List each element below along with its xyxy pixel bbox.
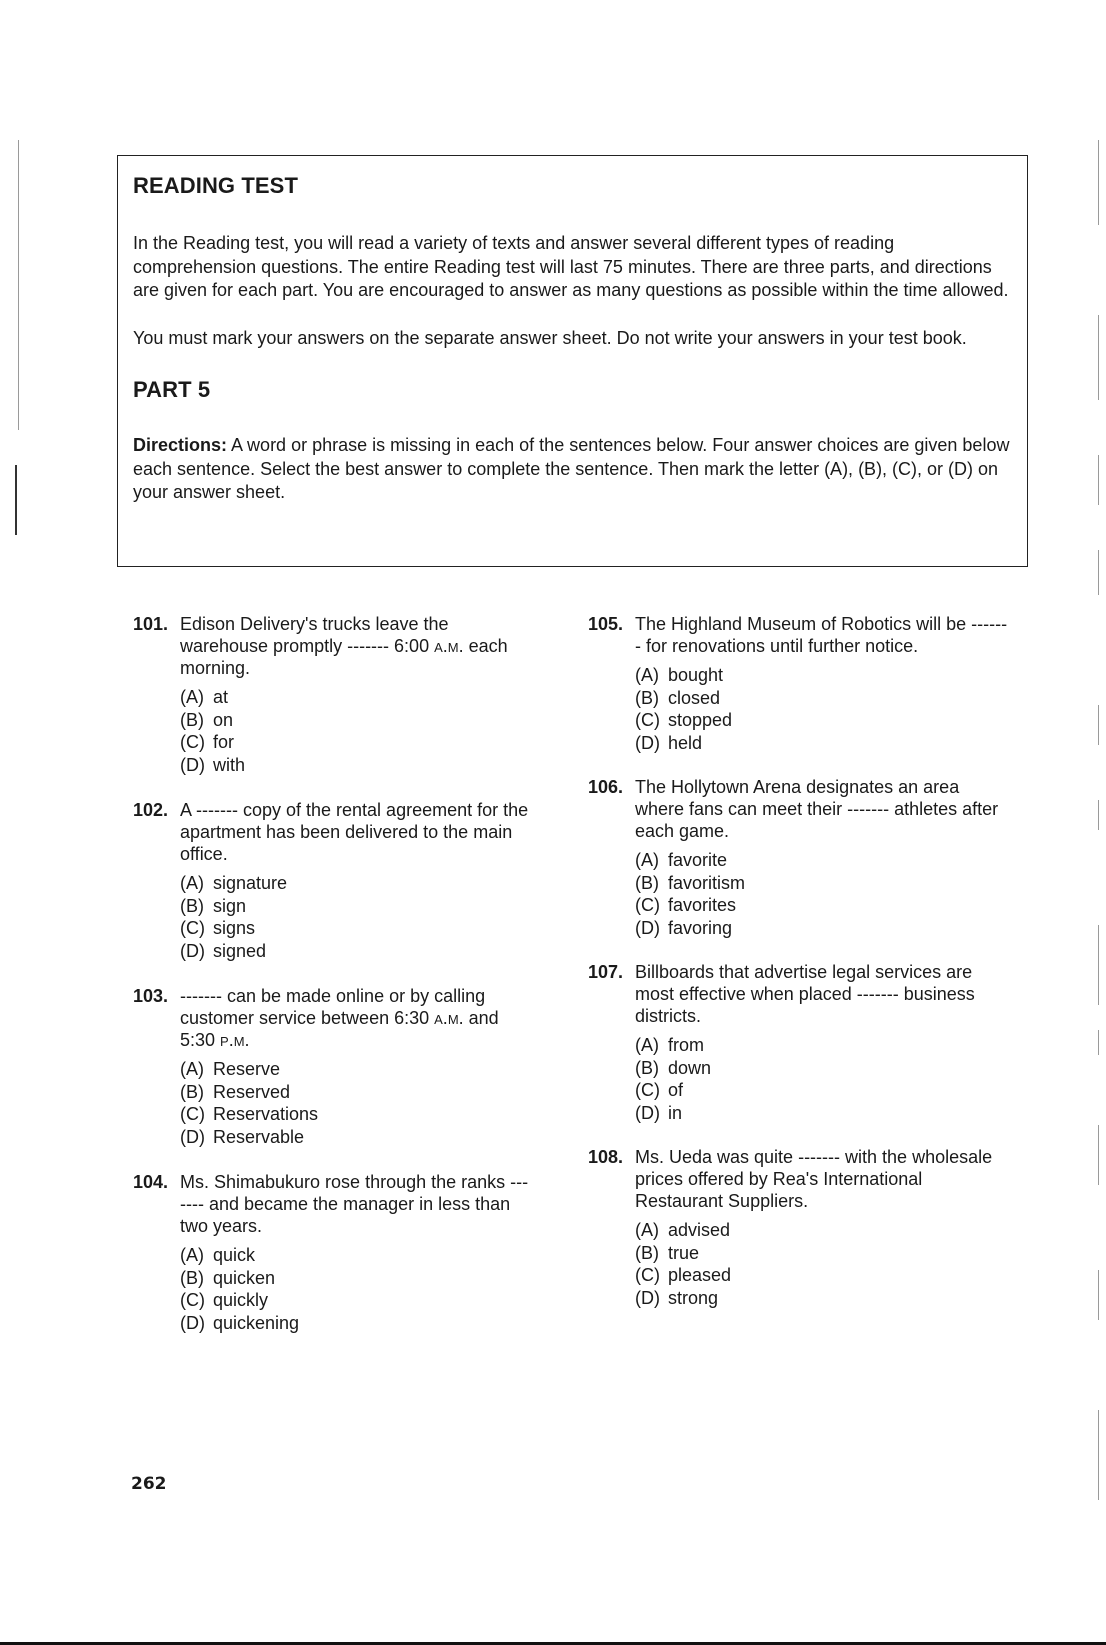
option-text: favorites (668, 895, 737, 915)
option-text: for (213, 732, 235, 752)
option-letter: (A) (635, 850, 659, 870)
question-item (588, 613, 1008, 754)
answer-option[interactable] (635, 849, 1008, 872)
option-letter: (A) (180, 873, 204, 893)
option-text: favoritism (668, 872, 746, 893)
time-period: a.m. (434, 636, 464, 656)
answer-option[interactable] (180, 1126, 533, 1149)
option-letter: (A) (635, 665, 659, 685)
question-item (133, 613, 533, 776)
question-text: Ms. Shimabukuro rose through the ranks ------- and became the manager in less than two years. (180, 1172, 529, 1236)
answer-option[interactable] (180, 1312, 533, 1335)
answer-option[interactable] (635, 917, 1008, 940)
answer-option[interactable] (180, 895, 533, 918)
question-item (588, 776, 1008, 939)
option-letter: (C) (635, 895, 660, 915)
option-text: quick (213, 1245, 256, 1265)
scan-artifact-line (15, 465, 17, 535)
option-letter: (B) (635, 1242, 659, 1263)
option-text: favoring (668, 917, 733, 938)
scan-artifact-line (1098, 1125, 1099, 1185)
question-text: Billboards that advertise legal services are most effective when placed ------- business districts. (635, 962, 975, 1026)
scan-artifact-line (1098, 925, 1099, 1005)
option-text: quicken (213, 1267, 276, 1288)
option-text: pleased (668, 1265, 732, 1285)
option-text: of (668, 1080, 684, 1100)
directions-paragraph (133, 434, 1015, 505)
answer-option[interactable] (180, 1244, 533, 1267)
question-text: ------- can be made online or by calling customer service between 6:30 a.m. and 5:30 p.m. (180, 986, 499, 1050)
question-number: 101. (133, 614, 169, 634)
option-letter: (C) (180, 1290, 205, 1310)
option-letter: (A) (635, 1035, 659, 1055)
answer-option[interactable] (180, 917, 533, 940)
answer-option[interactable] (635, 872, 1008, 895)
questions-right-column (588, 613, 1008, 1309)
scan-artifact-line (1098, 315, 1099, 400)
answer-options (180, 686, 533, 776)
answer-option[interactable] (635, 1057, 1008, 1080)
option-text: quickly (213, 1290, 269, 1310)
question-text: The Hollytown Arena designates an area where fans can meet their ------- athletes after each game. (635, 777, 999, 841)
question-number: 104. (133, 1172, 169, 1192)
option-letter: (A) (180, 687, 204, 707)
option-text: Reserved (213, 1081, 291, 1102)
answer-option[interactable] (635, 687, 1008, 710)
option-letter: (B) (635, 872, 659, 893)
option-letter: (C) (635, 1265, 660, 1285)
option-text: Reserve (213, 1059, 281, 1079)
option-letter: (A) (635, 1220, 659, 1240)
answer-options (635, 849, 1008, 939)
question-item (133, 799, 533, 962)
instructions-box (117, 155, 1028, 567)
time-period: p.m. (220, 1030, 250, 1050)
answer-options (635, 1219, 1008, 1309)
scan-artifact-line (1098, 1030, 1099, 1055)
question-number: 102. (133, 800, 169, 820)
option-text: from (668, 1035, 704, 1055)
answer-option[interactable] (635, 1034, 1008, 1057)
option-letter: (A) (180, 1059, 204, 1079)
answer-option[interactable] (180, 709, 533, 732)
option-letter: (B) (635, 687, 659, 708)
option-letter: (D) (180, 940, 205, 961)
option-text: true (668, 1242, 700, 1263)
option-letter: (A) (180, 1245, 204, 1265)
answer-option[interactable] (180, 872, 533, 895)
option-text: in (668, 1102, 683, 1123)
option-letter: (B) (180, 895, 204, 916)
directions-text: A word or phrase is missing in each of the sentences below. Four answer choices are given below each sentence. Select the best answer to complete the sentence. Then mark the letter (A), (B), (C), or (D) on your answer sheet. (133, 435, 1010, 502)
answer-option[interactable] (635, 1242, 1008, 1265)
option-text: quickening (213, 1312, 300, 1333)
answer-option[interactable] (180, 686, 533, 709)
option-text: stopped (668, 710, 733, 730)
option-letter: (C) (635, 710, 660, 730)
option-letter: (D) (635, 732, 660, 753)
option-letter: (D) (635, 917, 660, 938)
answer-option[interactable] (635, 1102, 1008, 1125)
answer-options (180, 872, 533, 962)
option-letter: (D) (635, 1287, 660, 1308)
option-text: down (668, 1057, 712, 1078)
option-text: signature (213, 873, 288, 893)
option-letter: (B) (180, 1267, 204, 1288)
scan-artifact-line (1098, 140, 1099, 225)
option-text: held (668, 732, 703, 753)
answer-options (180, 1244, 533, 1334)
option-text: bought (668, 665, 724, 685)
question-text: Edison Delivery's trucks leave the warehouse promptly ------- 6:00 a.m. each morning. (180, 614, 508, 678)
answer-option[interactable] (635, 1079, 1008, 1102)
option-text: at (213, 687, 229, 707)
option-letter: (C) (180, 732, 205, 752)
scan-artifact-line (1098, 1410, 1099, 1500)
answer-option[interactable] (180, 754, 533, 777)
option-text: strong (668, 1287, 719, 1308)
answer-option[interactable] (635, 709, 1008, 732)
option-letter: (B) (180, 709, 204, 730)
option-text: signs (213, 918, 256, 938)
option-letter: (B) (180, 1081, 204, 1102)
question-item (588, 1146, 1008, 1309)
answer-option[interactable] (635, 732, 1008, 755)
option-text: Reservable (213, 1126, 305, 1147)
time-period: a.m. (434, 1008, 464, 1028)
question-item (133, 1171, 533, 1334)
question-number: 106. (588, 777, 624, 797)
answer-options (635, 1034, 1008, 1124)
option-letter: (D) (180, 1126, 205, 1147)
question-item (133, 985, 533, 1148)
answer-option[interactable] (180, 1081, 533, 1104)
question-number: 103. (133, 986, 169, 1006)
question-number: 107. (588, 962, 624, 982)
question-number: 105. (588, 614, 624, 634)
scan-artifact-line (18, 140, 19, 430)
option-text: advised (668, 1220, 731, 1240)
page-number: 262 (131, 1474, 167, 1494)
question-text: The Highland Museum of Robotics will be ------- for renovations until further notice. (635, 614, 1008, 656)
answer-option[interactable] (635, 1264, 1008, 1287)
part-title: PART 5 (133, 377, 211, 402)
answer-option[interactable] (635, 664, 1008, 687)
answer-option[interactable] (635, 894, 1008, 917)
answer-option[interactable] (635, 1219, 1008, 1242)
option-letter: (C) (635, 1080, 660, 1100)
option-text: closed (668, 687, 721, 708)
reading-test-title: READING TEST (133, 173, 298, 198)
question-item (588, 961, 1008, 1124)
option-text: signed (213, 940, 267, 961)
questions-left-column (133, 613, 533, 1334)
scan-artifact-line (1098, 455, 1099, 505)
scan-artifact-line (1098, 800, 1099, 830)
answer-option[interactable] (635, 1287, 1008, 1310)
option-text: on (213, 709, 234, 730)
answer-sheet-paragraph: You must mark your answers on the separate answer sheet. Do not write your answers in your test book. (133, 327, 967, 348)
question-text: Ms. Ueda was quite ------- with the wholesale prices offered by Rea's International Restaurant Suppliers. (635, 1147, 993, 1211)
option-letter: (C) (180, 1104, 205, 1124)
answer-option[interactable] (180, 1103, 533, 1126)
answer-options (635, 664, 1008, 754)
option-letter: (D) (635, 1102, 660, 1123)
option-text: with (213, 754, 246, 775)
instructions-paragraph: In the Reading test, you will read a variety of texts and answer several different types of reading comprehension questions. The entire Reading test will last 75 minutes. There are three parts, and directions are given for each part. You are encouraged to answer as many questions as possible within the time allowed. (133, 233, 1009, 300)
option-letter: (D) (180, 1312, 205, 1333)
answer-option[interactable] (180, 1267, 533, 1290)
question-text: A ------- copy of the rental agreement for the apartment has been delivered to the main office. (180, 800, 529, 864)
answer-options (180, 1058, 533, 1148)
directions-label: Directions: (133, 435, 228, 455)
option-letter: (C) (180, 918, 205, 938)
option-letter: (D) (180, 754, 205, 775)
answer-option[interactable] (180, 1289, 533, 1312)
option-text: Reservations (213, 1104, 319, 1124)
answer-option[interactable] (180, 1058, 533, 1081)
scan-artifact-line (1098, 550, 1099, 595)
option-text: favorite (668, 850, 728, 870)
question-number: 108. (588, 1147, 624, 1167)
scan-artifact-line (1098, 705, 1099, 745)
answer-option[interactable] (180, 731, 533, 754)
scan-artifact-line (1098, 1270, 1099, 1320)
option-letter: (B) (635, 1057, 659, 1078)
answer-option[interactable] (180, 940, 533, 963)
option-text: sign (213, 895, 247, 916)
